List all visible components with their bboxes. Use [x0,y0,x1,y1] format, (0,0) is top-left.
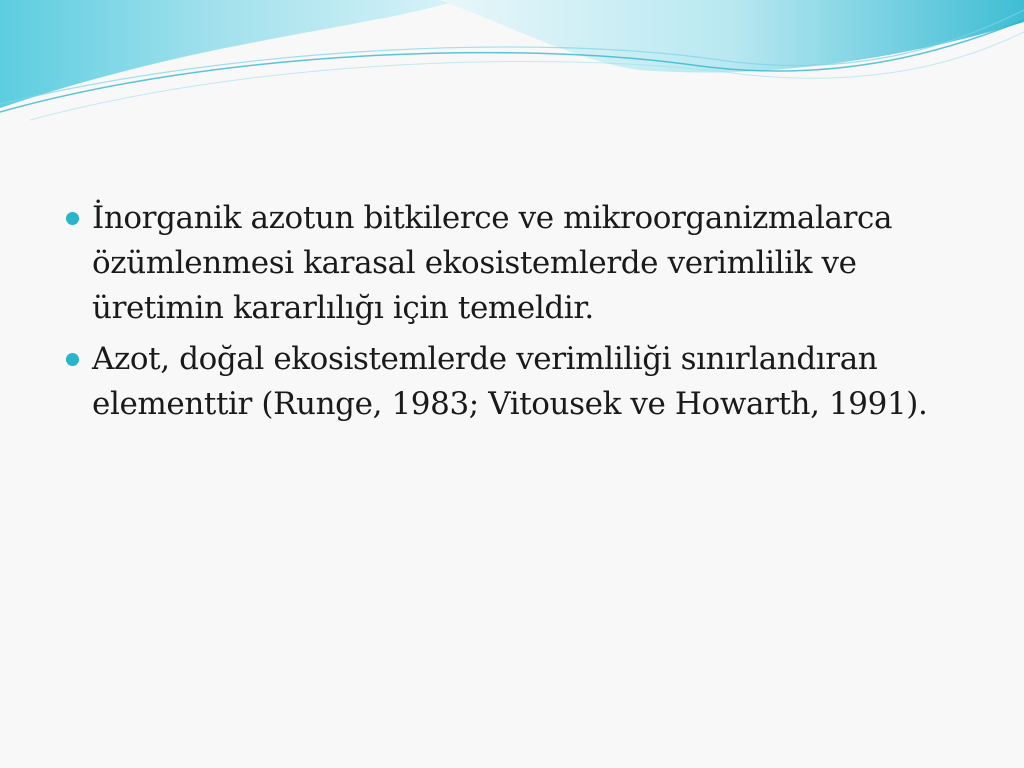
bullet-text: İnorganik azotun bitkilerce ve mikroorganizmalarca özümlenmesi karasal ekosistemlerde verimlilik ve üretimin kararlılığı için temeldir. [92,200,893,326]
bullet-dot-icon [66,353,79,366]
header-wave-decoration [0,0,1024,130]
bullet-dot-icon [66,212,79,225]
bullet-text: Azot, doğal ekosistemlerde verimliliği sınırlandıran elementtir (Runge, 1983; Vitousek ve Howarth, 1991). [92,341,928,422]
bullet-item [66,337,946,427]
bullet-item [66,196,946,331]
bullet-list [66,196,946,433]
